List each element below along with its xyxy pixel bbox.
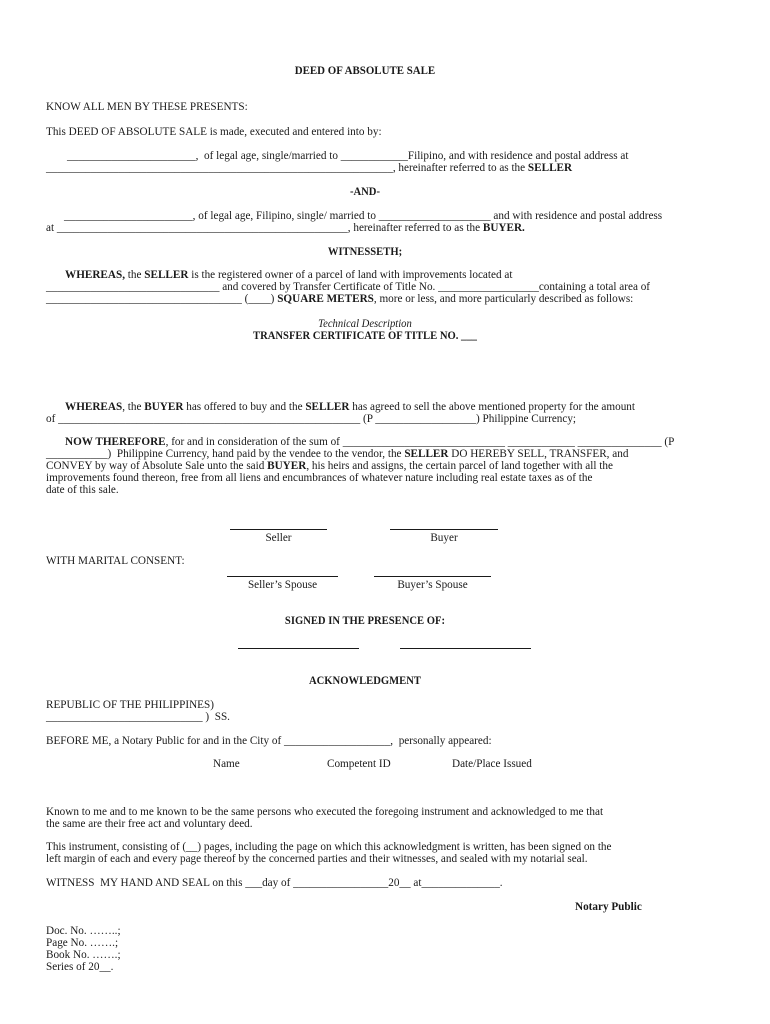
seller-signature-line [230,529,327,530]
now-therefore-line4: improvements found thereon, free from all liens and encumbrances of whatever nature including real estate taxes as of the [46,472,593,484]
witness2-signature-line [400,648,531,649]
seller-signature-label: Seller [265,532,292,544]
marital-consent-label: WITH MARITAL CONSENT: [46,555,185,567]
page-no: Page No. …….; [46,937,119,949]
buyer-signature-line [390,529,498,530]
series-no: Series of 20__. [46,961,114,973]
buyer-signature-label: Buyer [430,532,458,544]
seller-spouse-signature-line [227,576,338,577]
before-me-line: BEFORE ME, a Notary Public for and in the City of ___________________, personally appeared: [46,735,492,747]
document-title: DEED OF ABSOLUTE SALE [294,65,436,77]
now-therefore-line1: NOW THEREFORE, for and in consideration of the sum of _____________________________ ____________ _______________ (P [65,436,675,448]
whereas2-line2: of ______________________________________________________ (P __________________) Philippine Currency; [46,413,577,425]
doc-no: Doc. No. ……..; [46,925,121,937]
whereas1-line3: ___________________________________ (____) SQUARE METERS, more or less, and more particularly described as follows: [46,293,634,305]
seller-party-line1: _______________________, of legal age, single/married to ____________Filipino, and with residence and postal address at [67,150,629,162]
whereas2-line1: WHEREAS, the BUYER has offered to buy and the SELLER has agreed to sell the above mentioned property for the amount [65,401,635,413]
ss-line: ____________________________ ) SS. [46,711,230,723]
seller-spouse-label: Seller’s Spouse [247,579,318,591]
known-line1: Known to me and to me known to be the same persons who executed the foregoing instrument and acknowledged to me that [46,806,604,818]
witness-hand-line: WITNESS MY HAND AND SEAL on this ___day of _________________20__ at______________. [46,877,503,889]
now-therefore-line5: date of this sale. [46,484,119,496]
and-separator: -AND- [349,186,380,198]
buyer-party-line1: _______________________, of legal age, Filipino, single/ married to ____________________ and with residence and postal address [64,210,663,222]
whereas1-line1: WHEREAS, the SELLER is the registered owner of a parcel of land with improvements located at [65,269,513,281]
whereas1-line2: _______________________________ and covered by Transfer Certificate of Title No. __________________containing a total area of [46,281,651,293]
instrument-line1: This instrument, consisting of (__) pages, including the page on which this acknowledgment is written, has been signed on the [46,841,612,853]
signed-presence-heading: SIGNED IN THE PRESENCE OF: [284,615,446,627]
witness1-signature-line [238,648,359,649]
seller-party-line2: ______________________________________________________________, hereinafter referred to as the SELLER [46,162,573,174]
republic-line: REPUBLIC OF THE PHILIPPINES) [46,699,214,711]
tct-title: TRANSFER CERTIFICATE OF TITLE NO. ___ [252,330,477,342]
buyer-role: BUYER. [482,222,525,234]
now-therefore-line3: CONVEY by way of Absolute Sale unto the said BUYER, his heirs and assigns, the certain parcel of land together with all the [46,460,613,472]
technical-description-label: Technical Description [318,318,412,330]
witnesseth-heading: WITNESSETH; [327,246,403,258]
acknowledgment-heading: ACKNOWLEDGMENT [308,675,421,687]
instrument-line2: left margin of each and every page thereof by the concerned parties and their witnesses, and sealed with my notarial seal. [46,853,588,865]
column-header-date-place: Date/Place Issued [452,758,532,770]
column-header-competent-id: Competent ID [327,758,391,770]
book-no: Book No. …….; [46,949,121,961]
buyer-party-line2: at ____________________________________________________, hereinafter referred to as the BUYER. [46,222,525,234]
buyer-spouse-label: Buyer’s Spouse [397,579,468,591]
notary-public-label: Notary Public [575,901,642,913]
column-header-name: Name [213,758,240,770]
made-line: This DEED OF ABSOLUTE SALE is made, executed and entered into by: [46,126,382,138]
intro-line: KNOW ALL MEN BY THESE PRESENTS: [46,101,248,113]
known-line2: the same are their free act and voluntary deed. [46,818,253,830]
now-therefore-line2: ___________) Philippine Currency, hand paid by the vendee to the vendor, the SELLER DO HEREBY SELL, TRANSFER, and [46,448,629,460]
buyer-spouse-signature-line [374,576,491,577]
seller-role: SELLER [527,162,573,174]
